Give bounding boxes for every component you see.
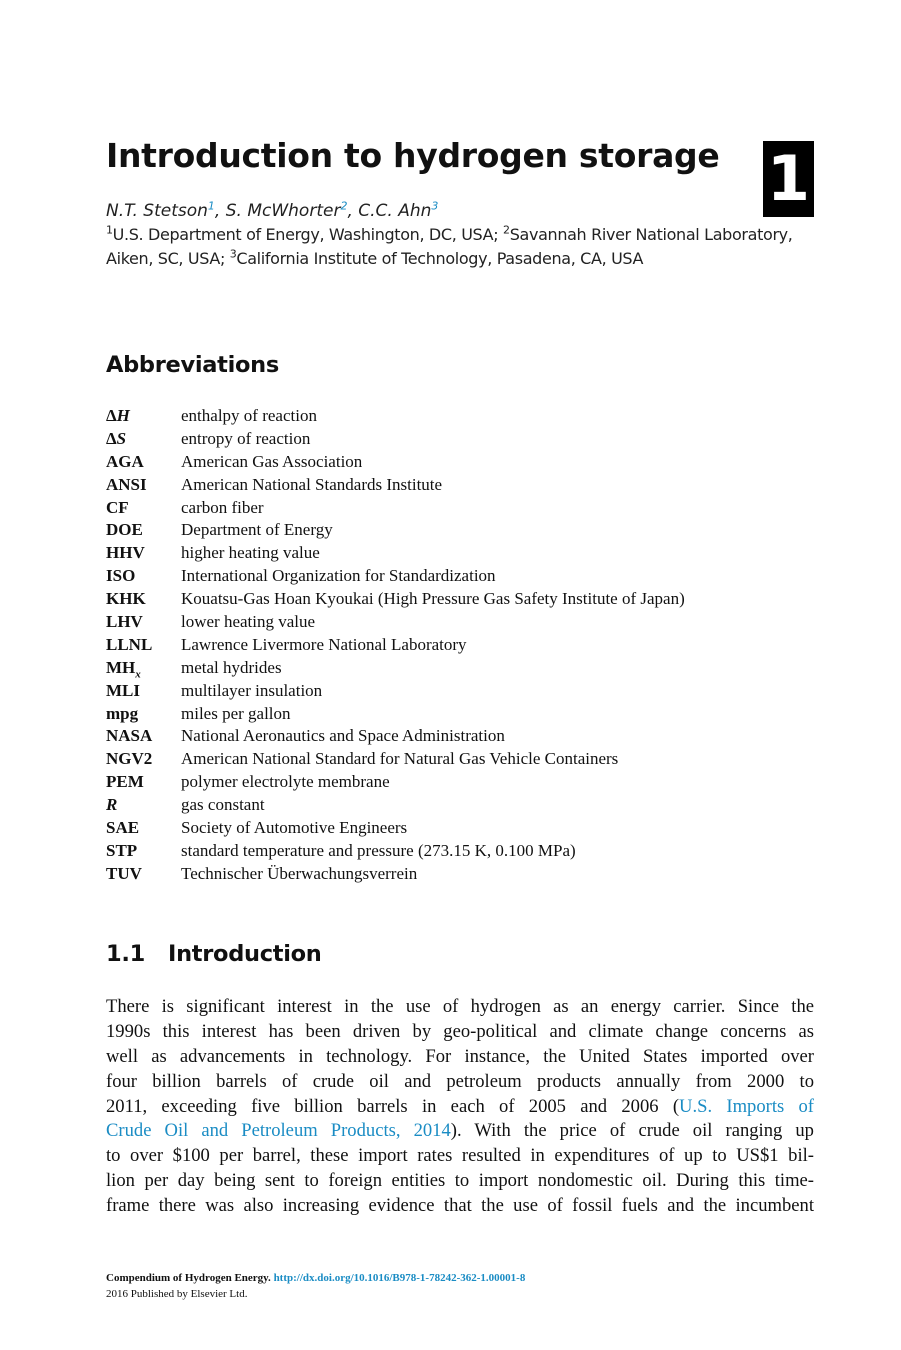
section-heading (106, 939, 322, 969)
section-title: Introduction (168, 941, 322, 967)
abbreviation-definition: entropy of reaction (181, 428, 311, 448)
abbreviation-term: NGV2 (106, 749, 153, 769)
abbreviation-term: mpg (106, 703, 139, 723)
abbreviation-term: KHK (106, 589, 146, 609)
abbreviation-definition: National Aeronautics and Space Administration (181, 726, 505, 746)
abbreviation-row (106, 748, 685, 771)
abbreviation-term: AGA (106, 451, 144, 471)
abbreviation-term: $MH_x$ (106, 657, 141, 681)
abbreviation-term: LLNL (106, 634, 153, 654)
abbreviation-definition: metal hydrides (181, 657, 282, 677)
body-line: 1990s this interest has been driven by geo-political and climate change concerns as (106, 1020, 814, 1042)
abbreviation-definition: American National Standard for Natural Gas Vehicle Containers (181, 749, 619, 769)
abbreviation-row (106, 817, 685, 840)
abbreviation-row (106, 703, 685, 726)
body-line: four billion barrels of crude oil and petroleum products annually from 2000 to (106, 1070, 814, 1092)
abbreviation-definition: American National Standards Institute (181, 474, 443, 494)
abbreviation-row (106, 451, 685, 474)
abbreviation-definition: standard temperature and pressure (273.15 K, 0.100 MPa) (181, 840, 576, 860)
abbreviation-row (106, 863, 685, 886)
abbreviation-row (106, 565, 685, 588)
abbreviation-term: ANSI (106, 474, 147, 494)
doi-link[interactable]: http://dx.doi.org/10.1016/B978-1-78242-362-1.00001-8 (273, 1272, 526, 1284)
abbreviation-term: PEM (106, 772, 144, 792)
abbreviation-definition: polymer electrolyte membrane (181, 772, 390, 792)
author-name: S. McWhorter (225, 201, 341, 221)
abbreviation-row (106, 542, 685, 565)
abbreviation-term: TUV (106, 863, 142, 883)
abbreviation-row (106, 771, 685, 794)
abbreviation-definition: enthalpy of reaction (181, 406, 317, 425)
abbreviation-term: HHV (106, 543, 145, 563)
author-affiliation-link[interactable]: 3 (431, 199, 439, 213)
body-line: to over $100 per barrel, these import rates resulted in expenditures of up to US$1 bil- (106, 1145, 814, 1167)
body-line: frame there was also increasing evidence that the use of fossil fuels and the incumbent (106, 1195, 814, 1217)
author-list: N.T. Stetson$^1$, S. McWhorter$^2$, C.C. Ahn$^3$ (106, 199, 439, 221)
abbreviation-row (106, 611, 685, 634)
author-name: N.T. Stetson (106, 201, 208, 221)
abbreviation-definition: multilayer insulation (181, 680, 323, 700)
abbreviation-term: LHV (106, 612, 143, 632)
affiliation-text: California Institute of Technology, Pasadena, CA, USA (236, 249, 644, 268)
publisher-line: 2016 Published by Elsevier Ltd. (106, 1288, 248, 1300)
abbreviation-definition: carbon fiber (181, 497, 264, 517)
body-line: lion per day being sent to foreign entities to import nondomestic oil. During this time- (106, 1170, 814, 1192)
body-paragraph (106, 995, 814, 1219)
affiliation-text: U.S. Department of Energy, Washington, DC, USA; (112, 225, 504, 244)
abbreviation-row (106, 794, 685, 817)
abbreviation-row (106, 497, 685, 520)
abbreviation-row (106, 519, 685, 542)
abbreviation-definition: Lawrence Livermore National Laboratory (181, 634, 467, 654)
abbreviation-term: R (106, 795, 118, 815)
abbreviation-term: MLI (106, 680, 140, 700)
body-line: 2011, exceeding five billion barrels in each of 2005 and 2006 (U.S. Imports of (106, 1095, 814, 1117)
abbreviation-row (106, 725, 685, 748)
abbreviation-definition: higher heating value (181, 543, 320, 563)
section-number: 1.1 (106, 941, 145, 967)
abbreviation-definition: International Organization for Standardization (181, 566, 496, 586)
body-line: Crude Oil and Petroleum Products, 2014). With the price of crude oil ranging up (106, 1120, 814, 1142)
chapter-title: Introduction to hydrogen storage (106, 136, 720, 175)
abbreviation-definition: gas constant (181, 795, 265, 815)
abbreviation-definition: Society of Automotive Engineers (181, 818, 408, 838)
abbreviation-definition: Technischer Überwachungsverrein (181, 863, 418, 883)
abbreviation-row (106, 657, 685, 680)
abbreviation-list (106, 405, 685, 886)
citation-link[interactable]: Crude Oil and Petroleum Products, 2014 (106, 1120, 451, 1142)
abbreviation-definition: lower heating value (181, 612, 316, 632)
footer (106, 1270, 525, 1302)
abbreviation-term: NASA (106, 726, 153, 746)
abbreviation-definition: American Gas Association (181, 451, 363, 471)
abbreviation-term: ΔH (106, 406, 130, 425)
abbreviation-row (106, 405, 685, 428)
affiliation-text: Savannah River National Laboratory, Aiken, SC, USA; (106, 225, 793, 268)
abbreviation-definition: Kouatsu-Gas Hoan Kyoukai (High Pressure Gas Safety Institute of Japan) (181, 589, 685, 609)
abbreviation-term: ΔS (106, 428, 127, 448)
abbreviation-row (106, 680, 685, 703)
abbreviation-term: ISO (106, 566, 136, 586)
abbreviations-heading: Abbreviations (106, 352, 279, 378)
abbreviation-row (106, 634, 685, 657)
abbreviation-term: STP (106, 840, 138, 860)
abbreviation-term: DOE (106, 520, 143, 540)
abbreviation-definition: Department of Energy (181, 520, 333, 540)
author-affiliation-link[interactable]: 1 (207, 199, 215, 213)
footer-citation (106, 1270, 525, 1286)
abbreviation-definition: miles per gallon (181, 703, 291, 723)
author-name: C.C. Ahn (358, 201, 432, 221)
affiliations: $^1$U.S. Department of Energy, Washington, DC, USA; $^2$Savannah River National Laboratory, Aiken, SC, USA; $^3$California Institute of Technology, Pasadena, CA, USA (106, 223, 793, 268)
chapter-number-badge: 1 (763, 141, 814, 217)
citation-link[interactable]: U.S. Imports of (679, 1095, 814, 1117)
abbreviation-term: SAE (106, 818, 140, 838)
abbreviation-row (106, 588, 685, 611)
journal-name: Compendium of Hydrogen Energy. (106, 1272, 271, 1284)
abbreviation-row (106, 474, 685, 497)
body-line: well as advancements in technology. For instance, the United States imported over (106, 1045, 814, 1067)
author-affiliation-link[interactable]: 2 (340, 199, 348, 213)
body-line: There is significant interest in the use of hydrogen as an energy carrier. Since the (106, 996, 814, 1017)
abbreviation-term: CF (106, 497, 129, 517)
abbreviation-row (106, 428, 685, 451)
abbreviation-row (106, 840, 685, 863)
